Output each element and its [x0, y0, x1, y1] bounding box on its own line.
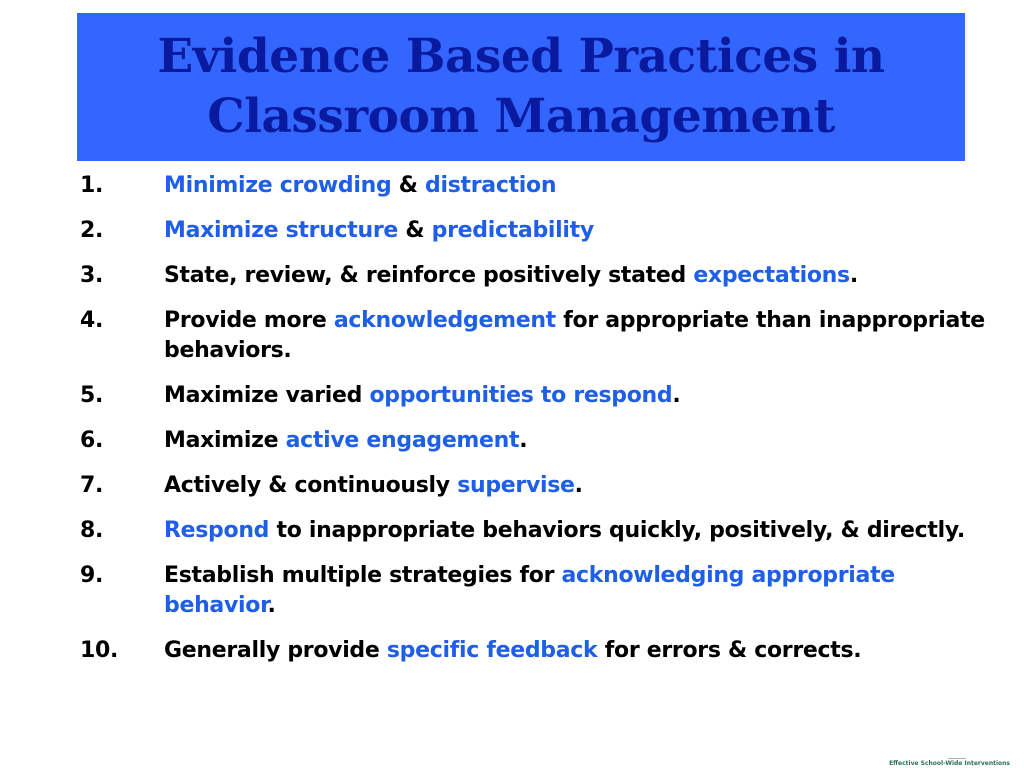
item-text: [164, 218, 594, 243]
highlight-text: predictability: [431, 218, 594, 243]
list-item: [0, 216, 1004, 246]
highlight-text: Minimize crowding: [164, 173, 392, 198]
plain-text: Establish multiple strategies for: [164, 563, 562, 588]
item-text: [164, 638, 861, 663]
slide-title-line-1: Evidence Based Practices in: [157, 29, 885, 84]
highlight-text: expectations: [693, 263, 850, 288]
practices-list: [0, 171, 1024, 681]
list-item: [0, 426, 1004, 456]
item-number: 1.: [80, 173, 104, 198]
plain-text: &: [398, 218, 432, 243]
title-banner: [77, 13, 965, 161]
plain-text: Provide more: [164, 308, 334, 333]
item-number: 3.: [80, 263, 104, 288]
highlight-text: specific feedback: [386, 638, 598, 663]
highlight-text: Maximize structure: [164, 218, 399, 243]
footer-divider: [948, 758, 966, 759]
highlight-text: Respond: [164, 518, 270, 543]
item-text: [164, 428, 527, 453]
plain-text: for appropriate than inappropriate behaviors.: [164, 308, 985, 363]
highlight-text: acknowledging appropriate behavior: [164, 563, 895, 618]
list-item: [0, 471, 1004, 501]
item-text: [164, 473, 583, 498]
item-number: 2.: [80, 218, 104, 243]
plain-text: .: [267, 593, 276, 618]
list-item: [0, 636, 1004, 666]
item-number: 8.: [80, 518, 104, 543]
list-item: [0, 306, 1004, 366]
item-text: [164, 308, 985, 363]
footer-text: Effective School-Wide Interventions: [889, 760, 1010, 767]
plain-text: .: [574, 473, 583, 498]
item-text: [164, 263, 858, 288]
item-number: 10.: [80, 638, 119, 663]
highlight-text: opportunities to respond: [369, 383, 673, 408]
highlight-text: acknowledgement: [333, 308, 556, 333]
plain-text: Generally provide: [164, 638, 387, 663]
list-item: [0, 516, 1004, 546]
highlight-text: supervise: [457, 473, 575, 498]
item-text: [164, 383, 680, 408]
plain-text: Actively & continuously: [164, 473, 458, 498]
item-number: 6.: [80, 428, 104, 453]
item-number: 4.: [80, 308, 104, 333]
highlight-text: active engagement: [285, 428, 520, 453]
plain-text: .: [672, 383, 681, 408]
list-item: [0, 381, 1004, 411]
plain-text: &: [391, 173, 426, 198]
item-number: 5.: [80, 383, 104, 408]
list-item: [0, 171, 1004, 201]
item-text: [164, 563, 895, 618]
item-number: 7.: [80, 473, 104, 498]
plain-text: to inappropriate behaviors quickly, positively, & directly.: [269, 518, 965, 543]
plain-text: .: [519, 428, 528, 453]
list-item: [0, 561, 1004, 621]
item-text: [164, 518, 965, 543]
plain-text: Maximize: [164, 428, 286, 453]
slide-title-line-2: Classroom Management: [207, 89, 835, 144]
plain-text: Maximize varied: [164, 383, 370, 408]
plain-text: State, review, & reinforce positively stated: [164, 263, 694, 288]
highlight-text: distraction: [425, 173, 557, 198]
plain-text: for errors & corrects.: [597, 638, 862, 663]
list-item: [0, 261, 1004, 291]
item-text: [164, 173, 556, 198]
plain-text: .: [849, 263, 858, 288]
item-number: 9.: [80, 563, 104, 588]
